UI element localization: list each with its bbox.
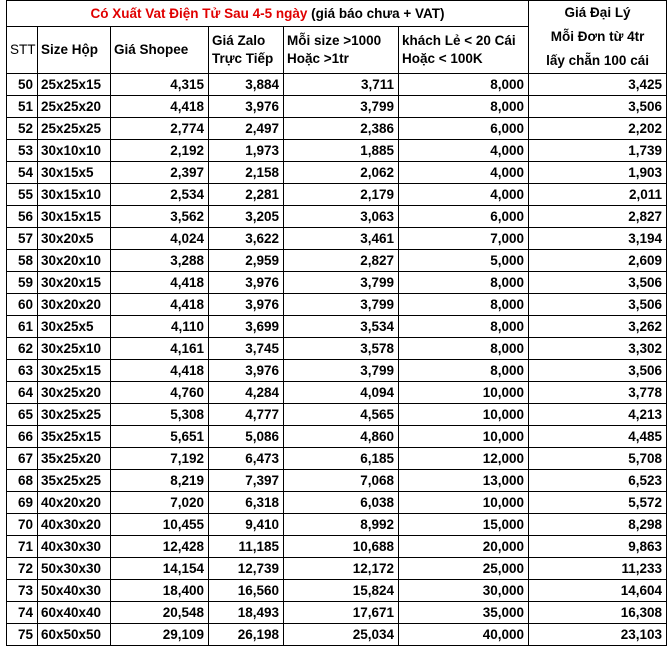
header-bulk [284,27,399,74]
cell-size: 30x20x10 [38,250,111,272]
cell-stt: 70 [7,514,38,536]
table-row [7,294,667,316]
table-row [7,602,667,624]
cell-stt: 67 [7,448,38,470]
cell-shopee-price: 14,154 [111,558,209,580]
cell-zalo-price: 18,493 [209,602,284,624]
dealer-price-header [529,1,667,74]
table-row [7,426,667,448]
cell-stt: 73 [7,580,38,602]
cell-shopee-price: 4,418 [111,272,209,294]
cell-zalo-price: 3,745 [209,338,284,360]
cell-zalo-price: 3,622 [209,228,284,250]
table-row [7,536,667,558]
cell-retail-price: 10,000 [399,492,529,514]
cell-bulk-price: 3,799 [284,294,399,316]
cell-dealer-price: 4,213 [529,404,667,426]
cell-zalo-price: 4,284 [209,382,284,404]
cell-bulk-price: 3,799 [284,96,399,118]
cell-shopee-price: 20,548 [111,602,209,624]
cell-retail-price: 8,000 [399,360,529,382]
cell-size: 30x15x5 [38,162,111,184]
cell-zalo-price: 9,410 [209,514,284,536]
cell-shopee-price: 29,109 [111,624,209,646]
header-zalo-line-2: Trực Tiếp [212,51,274,67]
cell-bulk-price: 10,688 [284,536,399,558]
cell-dealer-price: 3,506 [529,272,667,294]
table-row [7,316,667,338]
table-row [7,118,667,140]
cell-shopee-price: 12,428 [111,536,209,558]
cell-bulk-price: 12,172 [284,558,399,580]
cell-dealer-price: 3,506 [529,96,667,118]
cell-size: 30x15x15 [38,206,111,228]
cell-stt: 65 [7,404,38,426]
cell-size: 35x25x15 [38,426,111,448]
cell-stt: 74 [7,602,38,624]
cell-zalo-price: 6,318 [209,492,284,514]
cell-bulk-price: 6,185 [284,448,399,470]
cell-size: 50x40x30 [38,580,111,602]
cell-zalo-price: 2,281 [209,184,284,206]
header-retail-line-2: Hoặc < 100K [402,51,483,67]
table-row [7,514,667,536]
cell-stt: 61 [7,316,38,338]
cell-size: 30x25x10 [38,338,111,360]
cell-size: 40x30x30 [38,536,111,558]
table-row [7,250,667,272]
title-black-text: (giá báo chưa + VAT) [307,5,445,21]
cell-zalo-price: 3,976 [209,360,284,382]
cell-retail-price: 10,000 [399,426,529,448]
table-row [7,140,667,162]
cell-dealer-price: 3,778 [529,382,667,404]
cell-bulk-price: 2,179 [284,184,399,206]
cell-zalo-price: 3,976 [209,294,284,316]
cell-size: 40x30x20 [38,514,111,536]
cell-shopee-price: 4,110 [111,316,209,338]
cell-dealer-price: 3,506 [529,360,667,382]
header-bulk-line-1: Mỗi size >1000 [287,33,382,49]
table-row [7,96,667,118]
header-retail-line-1: khách Lẻ < 20 Cái [402,33,516,49]
cell-dealer-price: 5,708 [529,448,667,470]
cell-zalo-price: 12,739 [209,558,284,580]
cell-bulk-price: 2,827 [284,250,399,272]
cell-size: 60x40x40 [38,602,111,624]
cell-zalo-price: 3,976 [209,96,284,118]
header-zalo-line-1: Giá Zalo [212,33,266,49]
cell-shopee-price: 4,418 [111,360,209,382]
cell-retail-price: 8,000 [399,338,529,360]
cell-stt: 56 [7,206,38,228]
cell-retail-price: 10,000 [399,382,529,404]
cell-zalo-price: 2,158 [209,162,284,184]
cell-retail-price: 4,000 [399,140,529,162]
cell-zalo-price: 4,777 [209,404,284,426]
table-row [7,624,667,646]
cell-shopee-price: 2,534 [111,184,209,206]
cell-dealer-price: 8,298 [529,514,667,536]
cell-dealer-price: 6,523 [529,470,667,492]
cell-zalo-price: 2,959 [209,250,284,272]
cell-zalo-price: 7,397 [209,470,284,492]
cell-dealer-price: 5,572 [529,492,667,514]
cell-bulk-price: 2,062 [284,162,399,184]
cell-retail-price: 7,000 [399,228,529,250]
cell-bulk-price: 3,461 [284,228,399,250]
cell-shopee-price: 4,024 [111,228,209,250]
cell-stt: 60 [7,294,38,316]
cell-retail-price: 6,000 [399,206,529,228]
cell-stt: 66 [7,426,38,448]
cell-shopee-price: 3,288 [111,250,209,272]
table-row [7,184,667,206]
cell-retail-price: 8,000 [399,74,529,96]
cell-retail-price: 8,000 [399,294,529,316]
cell-zalo-price: 6,473 [209,448,284,470]
table-row [7,206,667,228]
cell-shopee-price: 4,418 [111,294,209,316]
cell-bulk-price: 6,038 [284,492,399,514]
cell-size: 40x20x20 [38,492,111,514]
cell-dealer-price: 3,425 [529,74,667,96]
cell-zalo-price: 11,185 [209,536,284,558]
cell-dealer-price: 3,506 [529,294,667,316]
cell-bulk-price: 17,671 [284,602,399,624]
cell-stt: 50 [7,74,38,96]
cell-size: 25x25x15 [38,74,111,96]
cell-size: 35x25x20 [38,448,111,470]
cell-bulk-price: 4,565 [284,404,399,426]
cell-bulk-price: 4,860 [284,426,399,448]
cell-dealer-price: 2,011 [529,184,667,206]
table-row [7,580,667,602]
cell-size: 35x25x25 [38,470,111,492]
table-row [7,228,667,250]
cell-size: 30x25x5 [38,316,111,338]
table-row [7,558,667,580]
sheet-title [7,1,529,27]
table-row [7,338,667,360]
cell-bulk-price: 7,068 [284,470,399,492]
cell-dealer-price: 2,609 [529,250,667,272]
cell-stt: 72 [7,558,38,580]
cell-bulk-price: 8,992 [284,514,399,536]
cell-retail-price: 4,000 [399,184,529,206]
cell-dealer-price: 11,233 [529,558,667,580]
table-row [7,492,667,514]
cell-size: 30x20x5 [38,228,111,250]
cell-size: 30x20x20 [38,294,111,316]
table-row [7,74,667,96]
cell-stt: 58 [7,250,38,272]
cell-stt: 69 [7,492,38,514]
cell-size: 30x10x10 [38,140,111,162]
dealer-header-line-1: Giá Đại Lý [564,5,631,20]
cell-stt: 51 [7,96,38,118]
cell-bulk-price: 1,885 [284,140,399,162]
cell-stt: 53 [7,140,38,162]
cell-zalo-price: 3,884 [209,74,284,96]
cell-retail-price: 40,000 [399,624,529,646]
cell-size: 30x25x15 [38,360,111,382]
dealer-header-line-2: Mỗi Đơn từ 4tr [550,29,645,44]
cell-size: 30x15x10 [38,184,111,206]
cell-retail-price: 20,000 [399,536,529,558]
header-shopee: Giá Shopee [111,27,209,74]
cell-dealer-price: 23,103 [529,624,667,646]
cell-dealer-price: 1,739 [529,140,667,162]
cell-retail-price: 12,000 [399,448,529,470]
cell-stt: 68 [7,470,38,492]
cell-zalo-price: 26,198 [209,624,284,646]
table-row [7,470,667,492]
table-row [7,360,667,382]
cell-retail-price: 35,000 [399,602,529,624]
header-retail [399,27,529,74]
table-row [7,162,667,184]
cell-shopee-price: 2,397 [111,162,209,184]
cell-bulk-price: 3,799 [284,272,399,294]
cell-stt: 52 [7,118,38,140]
cell-retail-price: 8,000 [399,96,529,118]
cell-bulk-price: 4,094 [284,382,399,404]
cell-zalo-price: 1,973 [209,140,284,162]
cell-size: 30x25x25 [38,404,111,426]
cell-stt: 59 [7,272,38,294]
cell-bulk-price: 3,711 [284,74,399,96]
cell-shopee-price: 8,219 [111,470,209,492]
price-table [6,0,667,646]
cell-size: 25x25x25 [38,118,111,140]
cell-zalo-price: 5,086 [209,426,284,448]
cell-retail-price: 8,000 [399,272,529,294]
cell-stt: 54 [7,162,38,184]
cell-zalo-price: 16,560 [209,580,284,602]
cell-dealer-price: 1,903 [529,162,667,184]
cell-stt: 63 [7,360,38,382]
cell-dealer-price: 14,604 [529,580,667,602]
table-row [7,382,667,404]
cell-dealer-price: 3,302 [529,338,667,360]
cell-stt: 71 [7,536,38,558]
cell-shopee-price: 2,192 [111,140,209,162]
cell-shopee-price: 18,400 [111,580,209,602]
cell-shopee-price: 2,774 [111,118,209,140]
cell-size: 30x20x15 [38,272,111,294]
cell-size: 30x25x20 [38,382,111,404]
cell-retail-price: 13,000 [399,470,529,492]
cell-bulk-price: 3,799 [284,360,399,382]
title-red-text: Có Xuất Vat Điện Tử Sau 4-5 ngày [90,5,308,21]
header-stt: STT [7,27,38,74]
cell-shopee-price: 7,020 [111,492,209,514]
cell-bulk-price: 25,034 [284,624,399,646]
cell-zalo-price: 3,976 [209,272,284,294]
cell-stt: 57 [7,228,38,250]
cell-retail-price: 15,000 [399,514,529,536]
cell-zalo-price: 3,699 [209,316,284,338]
cell-retail-price: 25,000 [399,558,529,580]
cell-dealer-price: 2,202 [529,118,667,140]
cell-stt: 64 [7,382,38,404]
cell-retail-price: 10,000 [399,404,529,426]
cell-bulk-price: 15,824 [284,580,399,602]
cell-shopee-price: 4,315 [111,74,209,96]
cell-retail-price: 6,000 [399,118,529,140]
cell-retail-price: 4,000 [399,162,529,184]
header-size: Size Hộp [38,27,111,74]
cell-shopee-price: 4,760 [111,382,209,404]
cell-retail-price: 5,000 [399,250,529,272]
cell-size: 50x30x30 [38,558,111,580]
cell-shopee-price: 3,562 [111,206,209,228]
cell-stt: 75 [7,624,38,646]
cell-shopee-price: 4,418 [111,96,209,118]
cell-dealer-price: 3,194 [529,228,667,250]
cell-shopee-price: 4,161 [111,338,209,360]
header-zalo [209,27,284,74]
cell-dealer-price: 16,308 [529,602,667,624]
cell-dealer-price: 3,262 [529,316,667,338]
cell-dealer-price: 4,485 [529,426,667,448]
cell-shopee-price: 10,455 [111,514,209,536]
cell-bulk-price: 2,386 [284,118,399,140]
cell-shopee-price: 5,651 [111,426,209,448]
cell-retail-price: 8,000 [399,316,529,338]
dealer-header-line-3: lấy chẵn 100 cái [546,53,649,68]
table-row [7,272,667,294]
cell-size: 60x50x50 [38,624,111,646]
title-row [7,1,667,27]
cell-stt: 55 [7,184,38,206]
cell-bulk-price: 3,534 [284,316,399,338]
cell-size: 25x25x20 [38,96,111,118]
cell-dealer-price: 2,827 [529,206,667,228]
cell-bulk-price: 3,063 [284,206,399,228]
table-row [7,404,667,426]
cell-shopee-price: 5,308 [111,404,209,426]
cell-bulk-price: 3,578 [284,338,399,360]
table-row [7,448,667,470]
cell-retail-price: 30,000 [399,580,529,602]
cell-stt: 62 [7,338,38,360]
cell-dealer-price: 9,863 [529,536,667,558]
cell-zalo-price: 2,497 [209,118,284,140]
header-bulk-line-2: Hoặc >1tr [287,51,349,67]
cell-zalo-price: 3,205 [209,206,284,228]
cell-shopee-price: 7,192 [111,448,209,470]
